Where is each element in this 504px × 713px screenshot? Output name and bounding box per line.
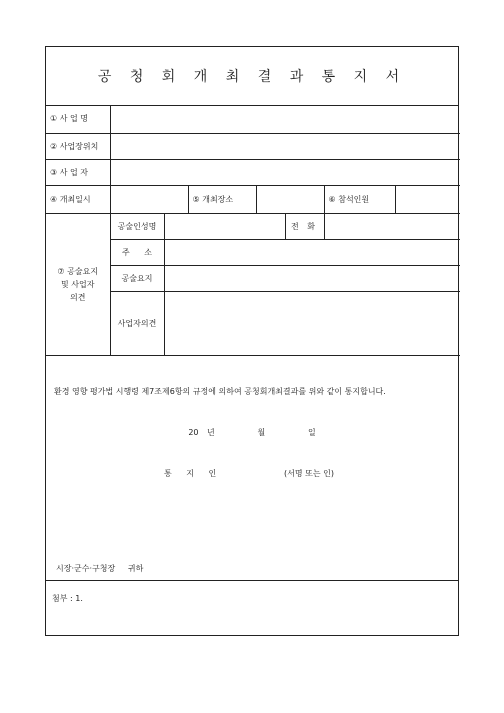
notice-statement: 환경 영향 평가법 시행령 제7조제6항의 규정에 의하여 공청회개최결과를 위와 같이 통지합니다. bbox=[54, 387, 386, 396]
business-location-field[interactable] bbox=[110, 133, 460, 159]
attachment-divider bbox=[46, 580, 458, 581]
testimony-label-line1: ⑦ 공술요지 bbox=[57, 266, 99, 276]
date-year-unit: 년 bbox=[207, 428, 215, 437]
address-field[interactable] bbox=[164, 239, 460, 265]
notice-form bbox=[45, 46, 459, 636]
testimony-label-line2: 및 사업자 bbox=[61, 279, 95, 289]
speaker-name-label: 공술인성명 bbox=[110, 213, 164, 239]
business-name-field[interactable] bbox=[110, 105, 460, 133]
attendance-field[interactable] bbox=[395, 185, 460, 213]
operator-opinion-label: 사업자의견 bbox=[110, 291, 164, 355]
form-title: 공 청 회 개 최 결 과 통 지 서 bbox=[46, 47, 458, 106]
signature-label: (서명 또는 인) bbox=[284, 469, 334, 478]
testimony-label-line3: 의견 bbox=[70, 292, 86, 302]
speaker-name-field[interactable] bbox=[164, 213, 285, 239]
phone-label: 전 화 bbox=[285, 213, 324, 239]
business-location-label: ② 사업장위치 bbox=[46, 133, 110, 159]
operator-field[interactable] bbox=[110, 159, 460, 185]
form-table bbox=[46, 105, 460, 356]
testimony-summary-label: 공술요지 bbox=[110, 265, 164, 291]
hearing-datetime-field[interactable] bbox=[110, 185, 188, 213]
business-name-label: ① 사 업 명 bbox=[46, 105, 110, 133]
notifier-label: 통 지 인 bbox=[164, 469, 223, 478]
addressee bbox=[56, 563, 143, 574]
attachment-note: 첨부 : 1. bbox=[52, 594, 83, 603]
attendance-label: ⑥ 참석인원 bbox=[324, 185, 395, 213]
address-label: 주 소 bbox=[110, 239, 164, 265]
testimony-summary-field[interactable] bbox=[164, 265, 460, 291]
hearing-datetime-label: ④ 개최일시 bbox=[46, 185, 110, 213]
date-year: 20 bbox=[188, 428, 199, 437]
notice-date bbox=[46, 427, 458, 438]
hearing-place-label: ⑤ 개최장소 bbox=[188, 185, 256, 213]
date-month-unit: 월 bbox=[257, 428, 266, 437]
addressee-suffix: 귀하 bbox=[127, 564, 144, 573]
phone-field[interactable] bbox=[324, 213, 460, 239]
hearing-place-field[interactable] bbox=[256, 185, 324, 213]
operator-label: ③ 사 업 자 bbox=[46, 159, 110, 185]
date-day-unit: 일 bbox=[307, 428, 316, 437]
testimony-section-label bbox=[46, 213, 110, 355]
operator-opinion-field[interactable] bbox=[164, 291, 460, 355]
addressee-name: 시장·군수·구청장 bbox=[56, 564, 116, 573]
